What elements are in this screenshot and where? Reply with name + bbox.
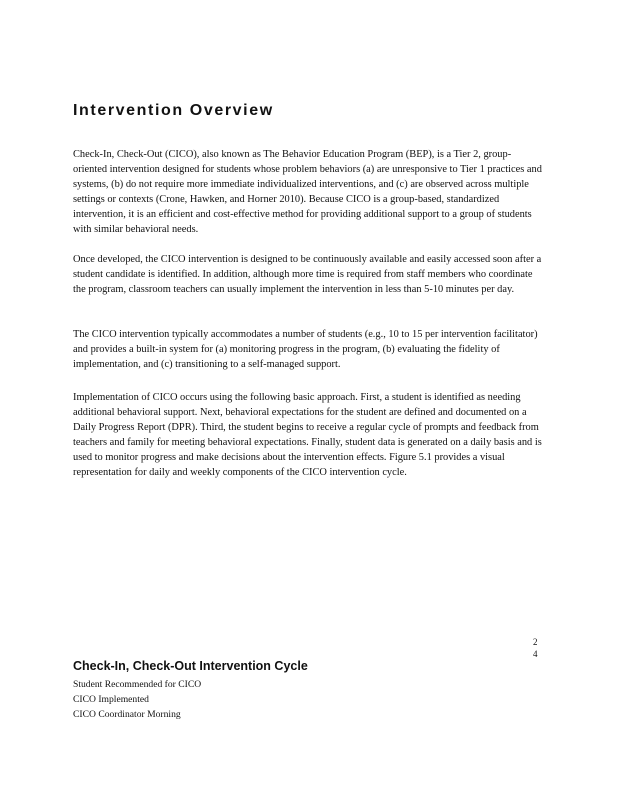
cycle-item: CICO Implemented [73, 694, 149, 705]
cycle-title: Check-In, Check-Out Intervention Cycle [73, 659, 308, 673]
section-heading: Intervention Overview [73, 102, 274, 119]
page-number-digit: 2 [533, 637, 538, 647]
paragraph-availability: Once developed, the CICO intervention is designed to be continuously available and easily accessed soon after a student candidate is identified. In addition, although more time is required from staff members who coordinate the program, classroom teachers can usually implement the intervention in less than 5-10 minutes per day. [73, 254, 542, 295]
paragraph-implementation: Implementation of CICO occurs using the following basic approach. First, a student is identified as needing additional behavioral support. Next, behavioral expectations for the student are defined and documented on a Daily Progress Report (DPR). Third, the student begins to receive a regular cycle of prompts and feedback from teachers and family for meeting behavioral expectations. Finally, student data is generated on a daily basis and is used to monitor progress and make decisions about the intervention effects. Figure 5.1 provides a visual representation for daily and weekly components of the CICO intervention cycle. [73, 392, 542, 478]
cycle-item: Student Recommended for CICO [73, 679, 202, 690]
paragraph-capacity: The CICO intervention typically accommodates a number of students (e.g., 10 to 15 per intervention facilitator) and provides a built-in system for (a) monitoring progress in the program, (b) evaluating the fidelity of implementation, and (c) transitioning to a self-managed support. [73, 329, 538, 370]
page-number [533, 636, 543, 660]
paragraph-intro: Check-In, Check-Out (CICO), also known as The Behavior Education Program (BEP), is a Tier 2, group-oriented intervention designed for students whose problem behaviors (a) are unresponsive to Tier 1 practices and systems, (b) do not require more immediate individualized interventions, and (c) are observed across multiple settings or contexts (Crone, Hawken, and Horner 2010). Because CICO is a group-based, standardized intervention, it is an efficient and cost-effective method for providing additional support to a group of students with similar behavioral needs. [73, 149, 542, 235]
cycle-list [73, 677, 201, 722]
page-number-digit: 4 [533, 649, 538, 659]
cycle-item: CICO Coordinator Morning [73, 709, 181, 720]
